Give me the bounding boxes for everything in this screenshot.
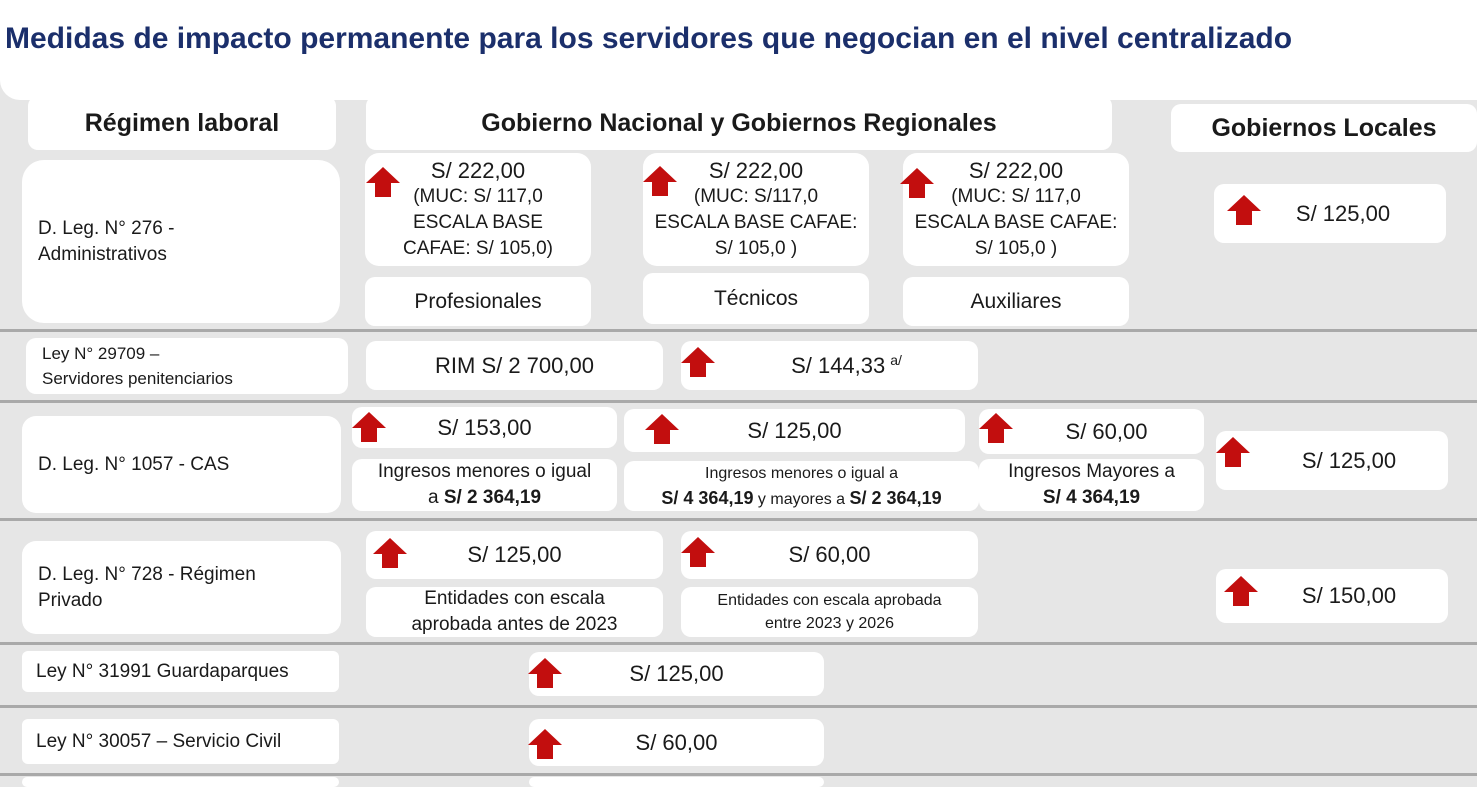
tier-desc-line [428, 485, 541, 511]
title-banner [0, 0, 1477, 100]
amount-value: S/ 125,00 [629, 661, 724, 686]
next-row-label-partial [22, 777, 339, 787]
header-regimen-laboral [28, 96, 336, 150]
dleg728-a-desc-card [366, 587, 663, 637]
category-label: Técnicos [713, 286, 799, 310]
tier-desc-text: a [427, 487, 444, 508]
profesionales-category-card [365, 277, 591, 326]
tier-threshold: S/ 2 364,19 [443, 487, 542, 508]
row-separator [0, 705, 1477, 708]
amount-detail: ESCALA BASE CAFAE: [914, 211, 1118, 233]
amount-value: S/ 125,00 [1301, 447, 1397, 473]
amount-value: S/ 125,00 [467, 542, 562, 567]
tier-desc-line [661, 486, 941, 512]
amount-value: S/ 60,00 [788, 542, 871, 567]
amount-value: S/ 60,00 [1065, 418, 1148, 444]
amount-detail: S/ 105,0 ) [974, 237, 1058, 259]
regimen-dleg-728 [22, 541, 341, 634]
regimen-dleg-1057 [22, 416, 341, 513]
tier-desc: Ingresos Mayores a [1008, 461, 1175, 482]
amount-detail: (MUC: S/ 117,0 [413, 185, 543, 207]
dleg728-b-amount-card [681, 531, 978, 579]
servicio-civil-amount-card [529, 719, 824, 766]
amount-detail: CAFAE: S/ 105,0) [403, 237, 553, 259]
amount-detail: (MUC: S/ 117,0 [951, 185, 1081, 207]
regimen-label-line: Administrativos [38, 243, 167, 265]
row-separator [0, 329, 1477, 332]
tier-threshold: S/ 4 364,19 [1042, 487, 1141, 508]
tier-desc: Ingresos menores o igual [377, 461, 592, 482]
row-separator [0, 518, 1477, 521]
row-separator [0, 642, 1477, 645]
regimen-label-line: Privado [38, 589, 103, 611]
header-locales-label: Gobiernos Locales [1211, 113, 1437, 142]
regimen-label-line: Ley N° 29709 – [42, 344, 160, 363]
header-gn-gr-label: Gobierno Nacional y Gobiernos Regionales [481, 108, 997, 137]
cas-tier3-desc-card [979, 459, 1204, 511]
amount-detail: (MUC: S/117,0 [693, 185, 819, 207]
regimen-label-line: D. Leg. N° 276 - [38, 217, 175, 239]
category-label: Auxiliares [970, 289, 1062, 313]
row-separator [0, 400, 1477, 403]
rim-value: RIM S/ 2 700,00 [435, 352, 594, 378]
tier-threshold: S/ 2 364,19 [849, 487, 942, 508]
amount-value: S/ 222,00 [708, 157, 804, 183]
next-row-card-partial [529, 777, 824, 787]
guardaparques-amount-card [529, 652, 824, 696]
cas-tier1-desc-card [352, 459, 617, 511]
regimen-label-line: Servidores penitenciarios [42, 369, 233, 388]
entity-desc: aprobada antes de 2023 [411, 614, 618, 635]
header-gobierno-nacional-regional [366, 96, 1112, 150]
footnote-marker: a/ [890, 351, 902, 368]
amount-value: S/ 222,00 [968, 157, 1064, 183]
entity-desc: entre 2023 y 2026 [765, 615, 894, 632]
amount-value: S/ 153,00 [437, 414, 532, 440]
regimen-label-line: D. Leg. N° 1057 - CAS [38, 453, 230, 475]
locales-amount-dleg-1057 [1216, 431, 1448, 490]
regimen-ley-30057 [22, 719, 339, 764]
penitenciarios-amount-card [681, 341, 978, 390]
header-regimen-label: Régimen laboral [84, 108, 280, 137]
row-separator [0, 773, 1477, 776]
amount-value: S/ 144,33 [791, 352, 886, 378]
regimen-ley-29709 [26, 338, 348, 394]
regimen-dleg-276 [22, 160, 340, 323]
regimen-ley-31991 [22, 651, 339, 692]
amount-value: S/ 125,00 [1295, 200, 1391, 226]
category-label: Profesionales [414, 289, 542, 313]
amount-value: S/ 222,00 [430, 157, 526, 183]
auxiliares-category-card [903, 277, 1129, 326]
tier-desc-text: y mayores a [753, 490, 850, 508]
entity-desc: Entidades con escala aprobada [717, 592, 942, 609]
amount-value: S/ 60,00 [635, 729, 718, 755]
cas-tier2-desc-card [624, 461, 979, 511]
regimen-label-line: Ley N° 30057 – Servicio Civil [36, 730, 282, 752]
amount-detail: ESCALA BASE CAFAE: [654, 211, 858, 233]
amount-value: S/ 150,00 [1301, 583, 1397, 608]
tecnicos-category-card [643, 273, 869, 324]
tier-threshold: S/ 4 364,19 [661, 487, 754, 508]
auxiliares-amount-card [903, 153, 1129, 266]
amount-detail: ESCALA BASE [413, 211, 543, 233]
regimen-label-line: Ley N° 31991 Guardaparques [36, 660, 289, 682]
amount-detail: S/ 105,0 ) [714, 237, 798, 259]
tier-desc: Ingresos menores o igual a [705, 464, 898, 482]
rim-amount-card [366, 341, 663, 390]
amount-value: S/ 125,00 [747, 417, 842, 443]
dleg728-b-desc-card [681, 587, 978, 637]
dleg728-a-amount-card [366, 531, 663, 579]
regimen-label-line: D. Leg. N° 728 - Régimen [38, 563, 256, 585]
cas-tier1-amount-card [352, 407, 617, 448]
page-title: Medidas de impacto permanente para los servidores que negocian en el nivel centralizado [5, 22, 1293, 55]
entity-desc: Entidades con escala [424, 588, 605, 609]
header-gobiernos-locales [1171, 104, 1477, 152]
